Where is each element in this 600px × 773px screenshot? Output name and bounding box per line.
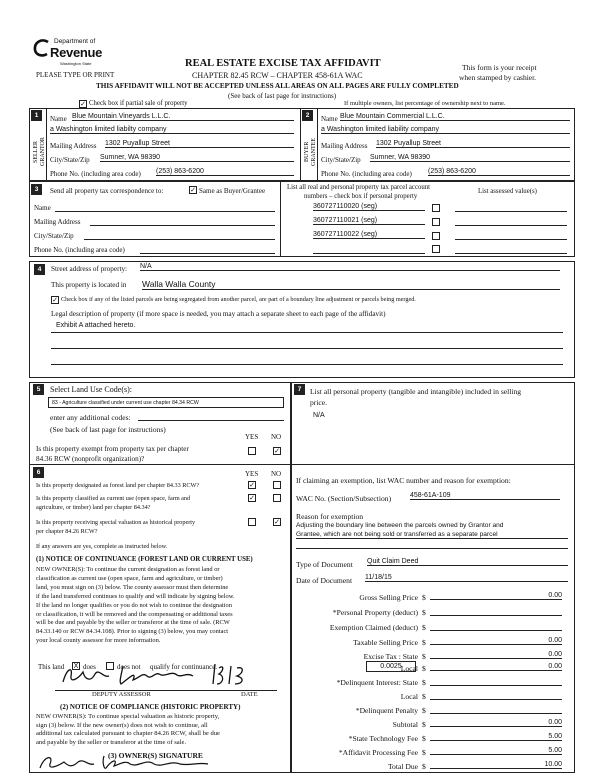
- current-use-question-2: agriculture, or timber) land per chapter 84.34?: [36, 504, 151, 511]
- delinquent-local-label: Local: [400, 692, 418, 701]
- seller-address-label: Mailing Address: [50, 142, 97, 150]
- excise-local-value[interactable]: 0.00: [430, 663, 562, 671]
- buyer-phone-label: Phone No. (including area code): [321, 170, 412, 178]
- form-title: REAL ESTATE EXCISE TAX AFFIDAVIT: [185, 58, 381, 69]
- exempt-question-2: 84.36 RCW (nonprofit organization)?: [36, 455, 145, 463]
- does-label: does: [83, 663, 96, 671]
- delinquent-local-value[interactable]: [430, 691, 562, 700]
- yes-header: YES: [245, 470, 259, 478]
- personal-property-checkbox[interactable]: [432, 218, 440, 226]
- buyer-city[interactable]: Sumner, WA 98390: [370, 154, 570, 162]
- buyer-name-label: Name: [321, 115, 338, 123]
- historic-no-checkbox[interactable]: ✓: [274, 518, 280, 526]
- seller-city[interactable]: Sumner, WA 98390: [100, 154, 294, 162]
- if-yes-instructions: If any answers are yes, complete as instructed below.: [36, 543, 168, 550]
- send-phone-field[interactable]: [140, 245, 275, 254]
- dor-logo: [30, 36, 120, 76]
- notice2-line: sign (3) below. If the new owner(s) does not wish to continue, all: [36, 721, 208, 729]
- buyer-name[interactable]: Blue Mountain Commercial L.L.C.: [340, 113, 570, 121]
- segregated-checkbox[interactable]: ✓: [52, 296, 58, 304]
- current-use-yes-checkbox[interactable]: ✓: [249, 494, 255, 502]
- send-correspondence-label: Send all property tax correspondence to:: [50, 187, 164, 195]
- notice2-line: and payable by the seller or transferor at the time of sale.: [36, 739, 187, 747]
- send-city-label: City/State/Zip: [34, 232, 74, 240]
- notice1-title: (1) NOTICE OF CONTINUANCE (FOREST LAND OR CURRENT USE): [36, 556, 253, 563]
- section-4-number: 4: [34, 264, 45, 275]
- send-name-label: Name: [34, 204, 51, 212]
- exemption-claimed-label: Exemption Claimed (deduct): [329, 623, 418, 632]
- receipt-note-1: This form is your receipt: [462, 63, 537, 72]
- forest-yes-checkbox[interactable]: ✓: [249, 481, 255, 489]
- form-instructions: (See back of last page for instructions): [228, 92, 337, 100]
- reason-line-1[interactable]: Adjusting the boundary line between the parcels owned by Grantor and: [296, 522, 504, 529]
- seller-side-label: SELLER GRANTOR: [33, 137, 46, 167]
- notice1-line: or classification, it will be removed and the compensating or additional taxes: [36, 610, 233, 618]
- current-use-no-checkbox[interactable]: [273, 494, 281, 502]
- print-note: PLEASE TYPE OR PRINT: [36, 71, 115, 79]
- buyer-city-label: City/State/Zip: [321, 156, 361, 164]
- historic-yes-checkbox[interactable]: [248, 518, 256, 526]
- notice1-line: If the land no longer qualifies or you do not wish to continue the designation: [36, 601, 232, 609]
- partial-sale-checkbox[interactable]: ✓: [80, 100, 86, 108]
- excise-local-label: Local: [400, 664, 418, 673]
- no-header: NO: [271, 433, 282, 441]
- personal-property-text-2: price.: [310, 398, 328, 407]
- parcel-number[interactable]: 360727110022 (seg): [313, 231, 425, 239]
- total-due-value[interactable]: 10.00: [430, 761, 562, 769]
- agency-line1: Department of: [54, 38, 96, 45]
- this-land-label: This land: [38, 663, 65, 671]
- notice1-line: will be due and payable by the seller or transferor at the time of sale. (RCW: [36, 619, 230, 627]
- no-header: NO: [271, 470, 282, 478]
- personal-property-checkbox[interactable]: [432, 245, 440, 253]
- buyer-address-label: Mailing Address: [321, 142, 368, 150]
- land-use-title: Select Land Use Code(s):: [50, 385, 132, 394]
- subtotal-value[interactable]: 0.00: [430, 719, 562, 727]
- delinquent-interest-label: *Delinquent Interest: State: [336, 678, 418, 687]
- subtotal-label: Subtotal: [392, 720, 418, 729]
- taxable-value[interactable]: 0.00: [430, 637, 562, 645]
- date-label: DATE: [241, 691, 258, 698]
- notice1-line: NEW OWNER(S): To continue the current designation as forest land or: [36, 566, 220, 573]
- does-not-label: does not: [117, 663, 141, 671]
- same-as-label: Same as Buyer/Grantee: [199, 187, 266, 195]
- seller-phone-label: Phone No. (including area code): [50, 170, 141, 178]
- reason-label: Reason for exemption: [296, 512, 364, 521]
- affidavit-fee-value[interactable]: 5.00: [430, 747, 562, 755]
- currency-sign: $: [422, 608, 426, 617]
- land-use-code-select[interactable]: 83 - Agriculture classified under current use chapter 84.34 RCW: [48, 397, 284, 408]
- excise-state-value[interactable]: 0.00: [430, 651, 562, 659]
- legal-label: Legal description of property (if more space is needed, you may attach a separate sheet to each page of the affidavit): [51, 310, 386, 318]
- buyer-phone[interactable]: (253) 863-6200: [428, 168, 570, 176]
- forest-no-checkbox[interactable]: [273, 481, 281, 489]
- send-phone-label: Phone No. (including area code): [34, 246, 125, 254]
- personal-property-checkbox[interactable]: [432, 232, 440, 240]
- deputy-assessor-label: DEPUTY ASSESSOR: [92, 691, 151, 698]
- notice1-body: [36, 566, 235, 646]
- currency-sign: $: [422, 720, 426, 729]
- accounts-header-2: numbers – check box if personal property: [304, 193, 418, 200]
- total-due-label: Total Due: [387, 762, 418, 771]
- send-city-field[interactable]: [84, 231, 275, 240]
- county[interactable]: Walla Walla County: [142, 279, 560, 290]
- street-address[interactable]: N/A: [140, 263, 560, 271]
- historic-question-1: Is this property receiving special valuation as historical property: [36, 519, 196, 526]
- assessed-value-field[interactable]: [455, 203, 567, 212]
- exempt-no-checkbox[interactable]: ✓: [274, 447, 280, 455]
- parcel-number[interactable]: 360727110020 (seg): [313, 203, 425, 211]
- exemption-claimed-value[interactable]: [430, 622, 562, 631]
- current-use-question-1: Is this property classified as current use (open space, farm and: [36, 495, 191, 502]
- currency-sign: $: [422, 593, 426, 602]
- doc-type[interactable]: Quit Claim Deed: [367, 558, 568, 566]
- additional-codes-field[interactable]: [138, 412, 284, 421]
- same-as-checkbox[interactable]: ✓: [190, 186, 196, 194]
- exempt-yes-checkbox[interactable]: [248, 447, 256, 455]
- notice1-line: land, you must sign on (3) below. The county assessor must then determine: [36, 583, 229, 591]
- exemption-claim-label: If claiming an exemption, list WAC number and reason for exemption:: [296, 476, 511, 485]
- send-address-label: Mailing Address: [34, 218, 81, 226]
- notice2-body: [36, 713, 220, 748]
- send-address-field[interactable]: [90, 217, 275, 226]
- owner-signature-title: (3) OWNER(S) SIGNATURE: [108, 751, 203, 760]
- owner-signature: [34, 752, 224, 772]
- currency-sign: $: [422, 692, 426, 701]
- currency-sign: $: [422, 652, 426, 661]
- notice2-line: additional tax calculated pursuant to chapter 84.26 RCW, shall be due: [36, 730, 220, 738]
- form-warning: THIS AFFIDAVIT WILL NOT BE ACCEPTED UNLESS ALL AREAS ON ALL PAGES ARE FULLY COMPLETED: [96, 82, 459, 90]
- notice2-line: NEW OWNER(S): To continue special valuation as historic property,: [36, 713, 220, 720]
- additional-codes-label: enter any additional codes:: [50, 413, 131, 422]
- penalty-label: *Delinquent Penalty: [355, 706, 418, 715]
- currency-sign: $: [422, 762, 426, 771]
- assessed-value-field[interactable]: [455, 245, 567, 254]
- doc-date[interactable]: 11/18/15: [365, 574, 568, 582]
- section-1-number: 1: [31, 110, 42, 121]
- notice1-line: if the land transferred continues to qualify and will indicate by signing below.: [36, 592, 235, 600]
- exempt-question-1: Is this property exempt from property tax per chapter: [36, 445, 189, 453]
- notice1-line: your local county assessor for more information.: [36, 637, 161, 645]
- personal-deduct-value[interactable]: [430, 607, 562, 616]
- affidavit-fee-label: *Affidavit Processing Fee: [338, 748, 418, 757]
- does-checkbox[interactable]: X: [73, 662, 79, 670]
- doc-type-label: Type of Document: [296, 560, 353, 569]
- assessor-signature: [55, 660, 255, 690]
- personal-deduct-label: *Personal Property (deduct): [332, 608, 418, 617]
- land-use-instructions: (See back of last page for instructions): [50, 425, 166, 434]
- buyer-name-line2[interactable]: a Washington limited liability company: [321, 126, 570, 134]
- segregated-label: Check box if any of the listed parcels are being segregated from another parcel, are part of a boundary line adjustment or parcels being merged.: [61, 296, 416, 303]
- currency-sign: $: [422, 678, 426, 687]
- wac-number[interactable]: 458-61A-109: [410, 492, 560, 500]
- qualify-label: qualify for continuance.: [150, 663, 218, 671]
- tech-fee-label: *State Technology Fee: [348, 734, 418, 743]
- receipt-note-2: when stamped by cashier.: [459, 73, 537, 82]
- forest-question: Is this property designated as forest land per chapter 84.33 RCW?: [36, 482, 200, 489]
- currency-sign: $: [422, 664, 426, 673]
- section-7-number: 7: [294, 384, 305, 395]
- agency-line2: Revenue: [50, 45, 103, 60]
- personal-property-text-1: List all personal property (tangible and intangible) included in selling: [310, 387, 522, 396]
- form-chapters: CHAPTER 82.45 RCW – CHAPTER 458-61A WAC: [192, 71, 363, 80]
- notice1-line: classification as current use (open space, farm and agriculture, or timber): [36, 574, 223, 582]
- doc-date-label: Date of Document: [296, 576, 353, 585]
- delinquent-interest-value[interactable]: [430, 677, 562, 686]
- seller-name-label: Name: [50, 115, 67, 123]
- excise-state-label: Excise Tax : State: [363, 652, 418, 661]
- excise-rate[interactable]: 0.0025: [366, 661, 416, 672]
- seller-address[interactable]: 1302 Puyallup Street: [105, 140, 294, 148]
- reason-line-2[interactable]: Grantee, which are not being sold or transferred as a separate parcel: [296, 531, 568, 539]
- wac-label: WAC No. (Section/Subsection): [296, 494, 392, 503]
- parcel-number[interactable]: [313, 245, 425, 254]
- assessed-header: List assessed value(s): [478, 188, 537, 195]
- tech-fee-value[interactable]: 5.00: [430, 733, 562, 741]
- buyer-address[interactable]: 1302 Puyallup Street: [376, 140, 570, 148]
- currency-sign: $: [422, 638, 426, 647]
- partial-sale-label: Check box if partial sale of property: [89, 100, 188, 107]
- section-6-number: 6: [33, 467, 44, 478]
- notice1-line: 84.33.140 or RCW 84.34.108). Prior to signing (3) below, you may contact: [36, 628, 229, 636]
- multiple-owners-note: If multiple owners, list percentage of ownership next to name.: [344, 100, 506, 107]
- accounts-header-1: List all real and personal property tax parcel account: [287, 184, 431, 191]
- parcel-number[interactable]: 360727110021 (seg): [313, 217, 425, 225]
- historic-question-2: per chapter 84.26 RCW?: [36, 528, 98, 535]
- section-5-number: 5: [33, 384, 44, 395]
- personal-property-checkbox[interactable]: [432, 204, 440, 212]
- located-label: This property is located in: [51, 281, 127, 289]
- street-label: Street address of property:: [51, 265, 128, 273]
- gross-value[interactable]: 0.00: [430, 592, 562, 600]
- agency-line3: Washington State: [60, 61, 92, 66]
- send-name-field[interactable]: [55, 203, 275, 212]
- currency-sign: $: [422, 734, 426, 743]
- buyer-side-label: BUYER GRANTEE: [304, 138, 317, 166]
- assessed-value-field[interactable]: [455, 217, 567, 226]
- currency-sign: $: [422, 623, 426, 632]
- dor-logo-swoosh-icon: [32, 38, 52, 58]
- yes-header: YES: [245, 433, 259, 441]
- currency-sign: $: [422, 748, 426, 757]
- assessed-value-field[interactable]: [455, 231, 567, 240]
- personal-property-value[interactable]: N/A: [313, 412, 325, 419]
- currency-sign: $: [422, 706, 426, 715]
- section-3-number: 3: [31, 184, 42, 195]
- seller-name-line2[interactable]: a Washington limited liabilty company: [50, 126, 294, 134]
- section-2-number: 2: [302, 110, 313, 121]
- notice2-title: (2) NOTICE OF COMPLIANCE (HISTORIC PROPERTY): [60, 703, 241, 711]
- taxable-label: Taxable Selling Price: [353, 638, 418, 647]
- legal-description[interactable]: Exhibit A attached hereto.: [56, 322, 136, 329]
- seller-city-label: City/State/Zip: [50, 156, 90, 164]
- gross-label: Gross Selling Price: [359, 593, 418, 602]
- penalty-value[interactable]: [430, 705, 562, 714]
- seller-name[interactable]: Blue Mountain Vineyards L.L.C.: [72, 113, 294, 121]
- seller-phone[interactable]: (253) 863-6200: [156, 168, 294, 176]
